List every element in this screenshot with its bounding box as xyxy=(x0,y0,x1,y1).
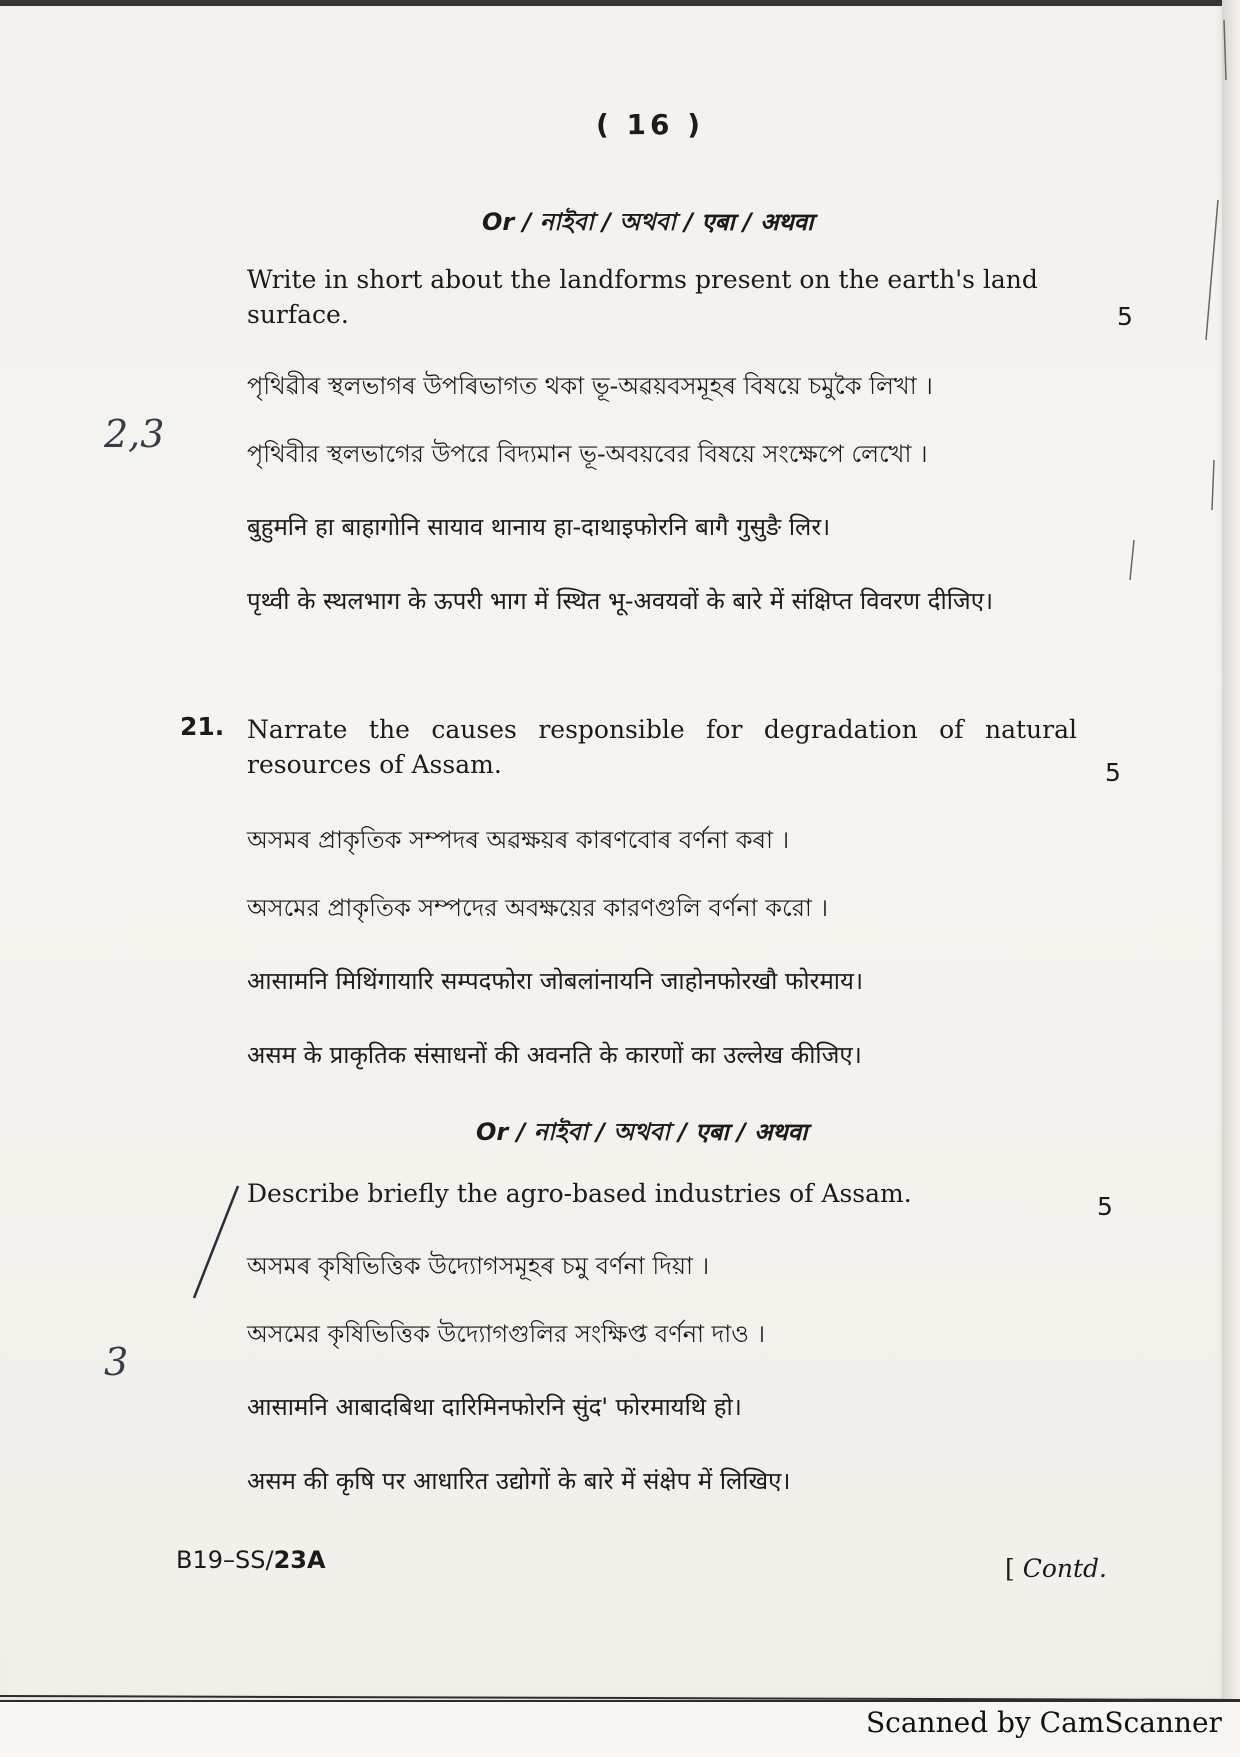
marks-label: 5 xyxy=(1105,758,1121,787)
handwritten-mark-2: 3 xyxy=(104,1340,129,1384)
paper-code-prefix: B19–SS/ xyxy=(176,1546,274,1574)
marks-label: 5 xyxy=(1097,1192,1113,1221)
paper-code-suffix: 23A xyxy=(273,1546,326,1574)
question-text-hindi: पृथ्वी के स्थलभाग के ऊपरी भाग में स्थित भू-अवयवों के बारे में संक्षिप्त विवरण दीजिए। xyxy=(247,587,994,615)
question-text-hindi: असम की कृषि पर आधारित उद्योगों के बारे में संक्षेप में लिखिए। xyxy=(247,1467,791,1495)
question-text-hindi: असम के प्राकृतिक संसाधनों की अवनति के कारणों का उल्लेख कीजिए। xyxy=(247,1041,862,1069)
question-text-en: Write in short about the landforms present on the earth's land surface. xyxy=(247,265,1038,329)
or-heading-2: Or / নাইবা / অথবা / एबा / अथवा xyxy=(476,1118,808,1146)
scanner-watermark: Scanned by CamScanner xyxy=(866,1706,1222,1739)
handwritten-slash-mark xyxy=(194,1186,238,1298)
question-text-assamese: পৃথিৱীৰ স্থলভাগৰ উপৰিভাগত থকা ভূ-অৱয়বসমূহৰ বিষয়ে চমুকৈ লিখা । xyxy=(247,372,933,400)
question-text-bengali: অসমের কৃষিভিত্তিক উদ্যোগগুলির সংক্ষিপ্ত বর্ণনা দাও । xyxy=(247,1320,766,1348)
margin-scratches xyxy=(1130,20,1226,580)
question-text-en: Describe briefly the agro-based industries of Assam. xyxy=(247,1179,912,1208)
question-text-assamese: অসমৰ প্ৰাকৃতিক সম্পদৰ অৱক্ষয়ৰ কাৰণবোৰ বৰ্ণনা কৰা । xyxy=(247,826,790,854)
question-text-bodo: बुहुमनि हा बाहागोनि सायाव थानाय हा-दाथाइफोरनि बागै गुसुङै लिर। xyxy=(247,513,831,541)
marks-label: 5 xyxy=(1117,302,1133,331)
question-text-bengali: পৃথিবীর স্থলভাগের উপরে বিদ্যমান ভূ-অবয়বের বিষয়ে সংক্ষেপে লেখো । xyxy=(247,440,928,468)
page-number: ( 16 ) xyxy=(596,108,705,141)
continued-bracket: [ xyxy=(1005,1554,1023,1583)
question-text-bodo: आसामनि मिथिंगायारि सम्पदफोरा जोबलांनायनि जाहोनफोरखौ फोरमाय। xyxy=(247,967,864,995)
handwritten-mark-1: 2,3 xyxy=(104,412,165,456)
question-text-assamese: অসমৰ কৃষিভিত্তিক উদ্যোগসমূহৰ চমু বৰ্ণনা দিয়া । xyxy=(247,1252,710,1280)
question-number: 21. xyxy=(180,712,225,741)
question-text-en: Narrate the causes responsible for degradation of natural resources of Assam. xyxy=(247,715,1077,779)
question-text-bengali: অসমের প্রাকৃতিক সম্পদের অবক্ষয়ের কারণগুলি বর্ণনা করো । xyxy=(247,894,829,922)
question-text-bodo: आसामनि आबादबिथा दारिमिनफोरनि सुंद' फोरमायथि हो। xyxy=(247,1393,742,1421)
or-heading-1: Or / নাইবা / অথবা / एबा / अथवा xyxy=(482,208,814,236)
continued-text: Contd. xyxy=(1022,1554,1107,1583)
